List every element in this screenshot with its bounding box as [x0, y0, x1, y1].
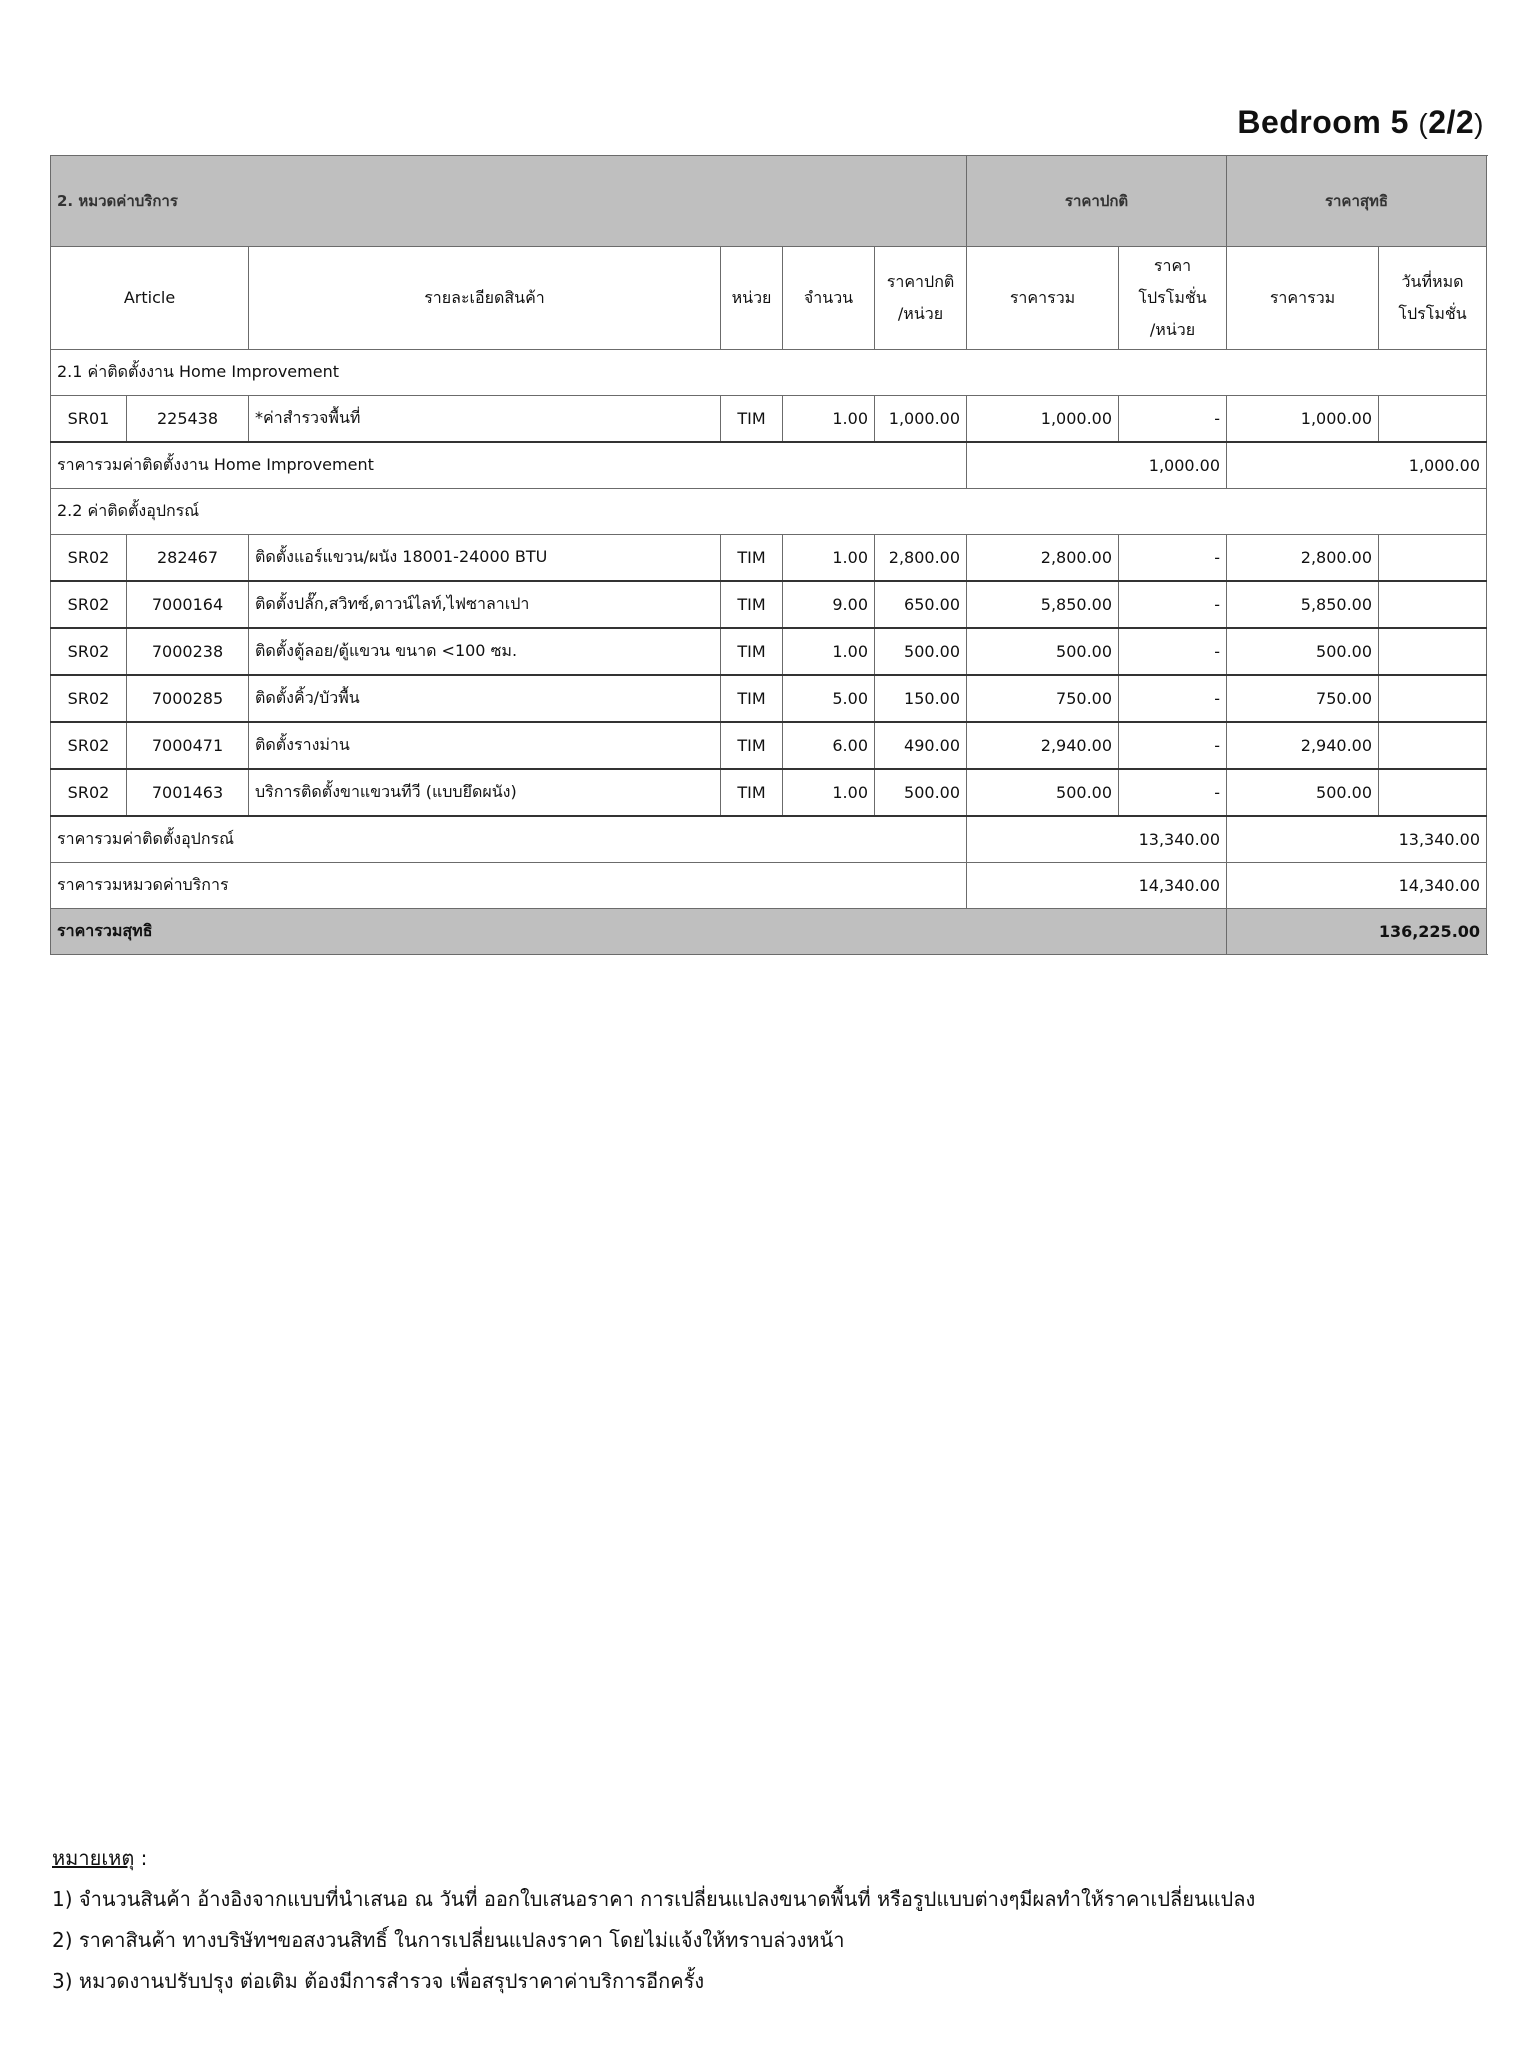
- subtotal-row-service-category: ราคารวมหมวดค่าบริการ 14,340.00 14,340.00: [51, 863, 1487, 909]
- subsection-header-equipment: 2.2 ค่าติดตั้งอุปกรณ์: [51, 489, 1487, 535]
- page-title-main: Bedroom 5: [1237, 104, 1409, 140]
- group-net-price: ราคาสุทธิ: [1227, 156, 1487, 247]
- grand-total-row: [51, 909, 1487, 955]
- page-title: [1237, 104, 1484, 141]
- col-article: Article: [51, 247, 249, 350]
- group-regular-price: ราคาปกติ: [967, 156, 1227, 247]
- table-row: SR02 7000238 ติดตั้งตู้ลอย/ตู้แขวน ขนาด <100 ซม. TIM 1.00 500.00 500.00 - 500.00: [51, 628, 1487, 675]
- col-net-total: ราคารวม: [1227, 247, 1379, 350]
- table-row: SR02 7001463 บริการติดตั้งขาแขวนทีวี (แบบยึดผนัง) TIM 1.00 500.00 500.00 - 500.00: [51, 769, 1487, 816]
- col-qty: จำนวน: [783, 247, 875, 350]
- table-column-header: [51, 247, 1487, 350]
- table-row: SR02 7000471 ติดตั้งรางม่าน TIM 6.00 490.00 2,940.00 - 2,940.00: [51, 722, 1487, 769]
- col-promo-price: ราคา โปรโมชั่น /หน่วย: [1119, 247, 1227, 350]
- table-row: SR02 7000285 ติดตั้งคิ้ว/บัวพื้น TIM 5.00 150.00 750.00 - 750.00: [51, 675, 1487, 722]
- col-total: ราคารวม: [967, 247, 1119, 350]
- note-line-1: 1) จำนวนสินค้า อ้างอิงจากแบบที่นำเสนอ ณ วันที่ ออกใบเสนอราคา การเปลี่ยนแปลงขนาดพื้นที่ หรือรูปแบบต่างๆมีผลทำให้ราคาเปลี่ยนแปลง: [52, 1887, 1256, 1911]
- table-row: SR01 225438 *ค่าสำรวจพื้นที่ TIM 1.00 1,000.00 1,000.00 - 1,000.00: [51, 396, 1487, 443]
- notes-section: [52, 1838, 1255, 2002]
- grand-total-value: 136,225.00: [1227, 909, 1487, 955]
- note-line-3: 3) หมวดงานปรับปรุง ต่อเติม ต้องมีการสำรวจ เพื่อสรุปราคาค่าบริการอีกครั้ง: [52, 1969, 705, 1993]
- col-description: รายละเอียดสินค้า: [249, 247, 721, 350]
- subtotal-row-equipment: ราคารวมค่าติดตั้งอุปกรณ์ 13,340.00 13,340.00: [51, 816, 1487, 863]
- section-title: 2. หมวดค่าบริการ: [51, 156, 967, 247]
- page-title-page-number: 2/2: [1428, 104, 1475, 140]
- notes-heading: หมายเหตุ :: [52, 1846, 148, 1870]
- page-title-paren-close: ): [1474, 108, 1484, 139]
- subsection-header-home-improvement: 2.1 ค่าติดตั้งงาน Home Improvement: [51, 350, 1487, 396]
- col-price-per-unit: ราคาปกติ /หน่วย: [875, 247, 967, 350]
- table-row: SR02 7000164 ติดตั้งปลั๊ก,สวิทซ์,ดาวน์ไลท์,ไฟซาลาเปา TIM 9.00 650.00 5,850.00 - 5,850.00: [51, 581, 1487, 628]
- subtotal-row-home-improvement: ราคารวมค่าติดตั้งงาน Home Improvement 1,000.00 1,000.00: [51, 442, 1487, 489]
- service-quote-table: [50, 155, 1487, 955]
- table-section-header: [51, 156, 1487, 247]
- grand-total-label: ราคารวมสุทธิ: [51, 909, 1227, 955]
- note-line-2: 2) ราคาสินค้า ทางบริษัทฯขอสงวนสิทธิ์ ในการเปลี่ยนแปลงราคา โดยไม่แจ้งให้ทราบล่วงหน้า: [52, 1928, 845, 1952]
- col-unit: หน่วย: [721, 247, 783, 350]
- table-row: SR02 282467 ติดตั้งแอร์แขวน/ผนัง 18001-24000 BTU TIM 1.00 2,800.00 2,800.00 - 2,800.00: [51, 535, 1487, 582]
- col-promo-end: วันที่หมด โปรโมชั่น: [1379, 247, 1487, 350]
- page-title-paren-open: (: [1418, 108, 1429, 139]
